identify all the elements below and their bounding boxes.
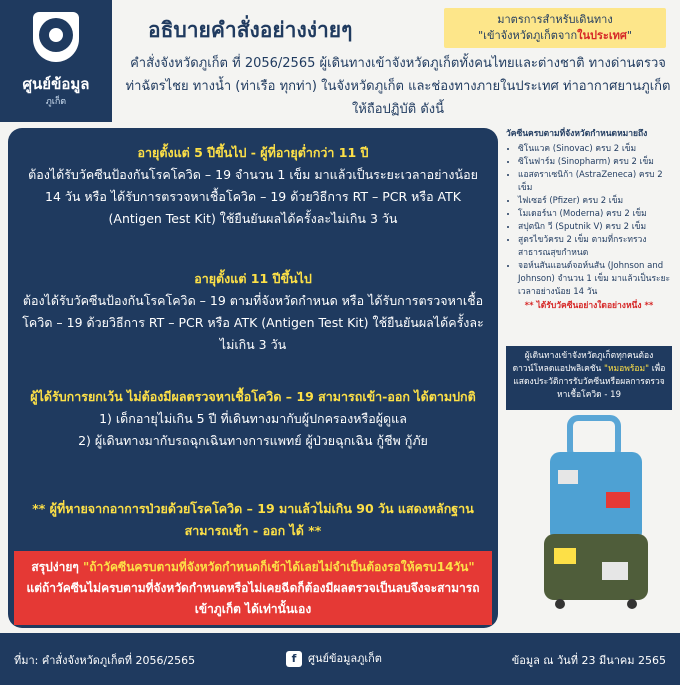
vaccine-list-title: วัคซีนครบตามที่จังหวัดกำหนดหมายถึง bbox=[506, 129, 648, 139]
section-body: ต้องได้รับวัคซีนป้องกันโรคโควิด – 19 จำนวน 1 เข็ม มาแล้วเป็นระยะเวลาอย่างน้อย 14 วัน หรือ ได้รับการตรวจหาเชื้อโควิด – 19 ด้วยวิธีการ RT – PCR หรือ ATK (Antigen Test Kit) ใช้ยืนยันผลได้ครั้งละไม่เกิน 3 วัน bbox=[28, 167, 478, 226]
vaccine-item: • โมเดอร์นา (Moderna) ครบ 2 เข็ม bbox=[518, 208, 672, 221]
vaccine-item: • แอสตราเซนิก้า (AstraZeneca) ครบ 2 เข็ม bbox=[518, 169, 672, 195]
vaccine-list bbox=[506, 128, 672, 343]
page-title: อธิบายคำสั่งอย่างง่ายๆ bbox=[148, 18, 353, 42]
logo-shield-icon bbox=[33, 12, 79, 62]
footer bbox=[0, 633, 680, 685]
section-heading: อายุตั้งแต่ 11 ปีขึ้นไป bbox=[194, 271, 312, 286]
vaccine-item: • สูตรไขว้ครบ 2 เข็ม ตามที่กระทรวงสาธารณสุขกำหนด bbox=[518, 234, 672, 260]
section-heading: ** ผู้ที่หายจากอาการป่วยด้วยโรคโควิด – 19 มาแล้วไม่เกิน 90 วัน แสดงหลักฐาน สามารถเข้า - ออก ได้ ** bbox=[32, 501, 474, 538]
facebook-label: ศูนย์ข้อมูลภูเก็ต bbox=[308, 652, 382, 665]
source-text: ที่มา: คำสั่งจังหวัดภูเก็ตที่ 2056/2565 bbox=[14, 654, 196, 667]
measure-tag bbox=[444, 8, 666, 48]
facebook-page[interactable] bbox=[286, 649, 382, 667]
vaccine-item: • ซิโนฟาร์ม (Sinopharm) ครบ 2 เข็ม bbox=[518, 156, 672, 169]
section-exemptions bbox=[20, 386, 486, 452]
luggage-illustration-icon bbox=[536, 412, 656, 612]
vaccine-item: • สปุตนิก วี (Sputnik V) ครบ 2 เข็ม bbox=[518, 221, 672, 234]
facebook-icon: f bbox=[286, 651, 302, 667]
section-recovered bbox=[20, 498, 486, 542]
vaccine-note: ** ได้รับวัคซีนอย่างใดอย่างหนึ่ง ** bbox=[524, 301, 654, 311]
exemption-item: 2) ผู้เดินทางมากับรถฉุกเฉินทางการแพทย์ ผู้ป่วยฉุกเฉิน กู้ชีพ กู้ภัย bbox=[78, 433, 428, 448]
mor-prom-box: ผู้เดินทางเข้าจังหวัดภูเก็ตทุกคนต้องดาวน์โหลดแอปพลิเคชัน "หมอพร้อม" เพื่อแสดงประวัติการรับวัคซีนหรือผลการตรวจหาเชื้อโควิด - 19 bbox=[506, 346, 672, 410]
section-heading: ผู้ได้รับการยกเว้น ไม่ต้องมีผลตรวจหาเชื้อโควิด – 19 สามารถเข้า-ออก ได้ตามปกติ bbox=[30, 389, 476, 404]
section-age-11-plus bbox=[20, 268, 486, 356]
vaccine-item: • ไฟเซอร์ (Pfizer) ครบ 2 เข็ม bbox=[518, 195, 672, 208]
logo bbox=[0, 0, 112, 122]
logo-name: ศูนย์ข้อมูล bbox=[22, 75, 90, 93]
vaccine-item: • ซิโนแวค (Sinovac) ครบ 2 เข็ม bbox=[518, 143, 672, 156]
summary-box: สรุปง่ายๆ "ถ้าวัคซีนครบตามที่จังหวัดกำหนดก็เข้าได้เลยไม่จำเป็นต้องรอให้ครบ14วัน" แต่ถ้าวัคซีนไม่ครบตามที่จังหวัดกำหนดหรือไม่เคยฉีดก็ต้องมีผลตรวจเป็นลบจึงจะสามารถเข้าภูเก็ต ได้เท่านั้นเอง bbox=[14, 551, 492, 625]
section-body: ต้องได้รับวัคซีนป้องกันโรคโควิด – 19 ตามที่จังหวัดกำหนด หรือ ได้รับการตรวจหาเชื้อโควิด – 19 ด้วยวิธีการ RT – PCR หรือ ATK (Antigen Test Kit) ใช้ยืนยันผลได้ครั้งละไม่เกิน 3 วัน bbox=[22, 293, 484, 352]
tag-line1: มาตรการสำหรับเดินทาง bbox=[497, 13, 613, 26]
vaccine-item: • จอห์นสันแอนด์จอห์นสัน (Johnson and Johnson) จำนวน 1 เข็ม มาแล้วเป็นระยะเวลาอย่างน้อย 14 วัน bbox=[518, 260, 672, 299]
tag-line2: "เข้าจังหวัดภูเก็ตจากในประเทศ" bbox=[478, 29, 632, 42]
logo-sub: ภูเก็ต bbox=[45, 97, 67, 107]
section-age-5-11 bbox=[20, 142, 486, 230]
exemption-item: 1) เด็กอายุไม่เกิน 5 ปี ที่เดินทางมากับผู้ปกครองหรือผู้ดูแล bbox=[99, 411, 407, 426]
section-heading: อายุตั้งแต่ 5 ปีขึ้นไป - ผู้ที่อายุต่ำกว่า 11 ปี bbox=[137, 145, 369, 160]
date-text: ข้อมูล ณ วันที่ 23 มีนาคม 2565 bbox=[511, 654, 666, 667]
intro-text: คำสั่งจังหวัดภูเก็ต ที่ 2056/2565 ผู้เดินทางเข้าจังหวัดภูเก็ตทั้งคนไทยและต่างชาติ ทางด่านตรวจท่าฉัตรไชย ทางน้ำ (ท่าเรือ ทุกท่า) ในจังหวัดภูเก็ต และช่องทางภายในประเทศ ท่าอากาศยานภูเก็ต ให้ถือปฏิบัติ ดังนี้ bbox=[125, 56, 671, 117]
